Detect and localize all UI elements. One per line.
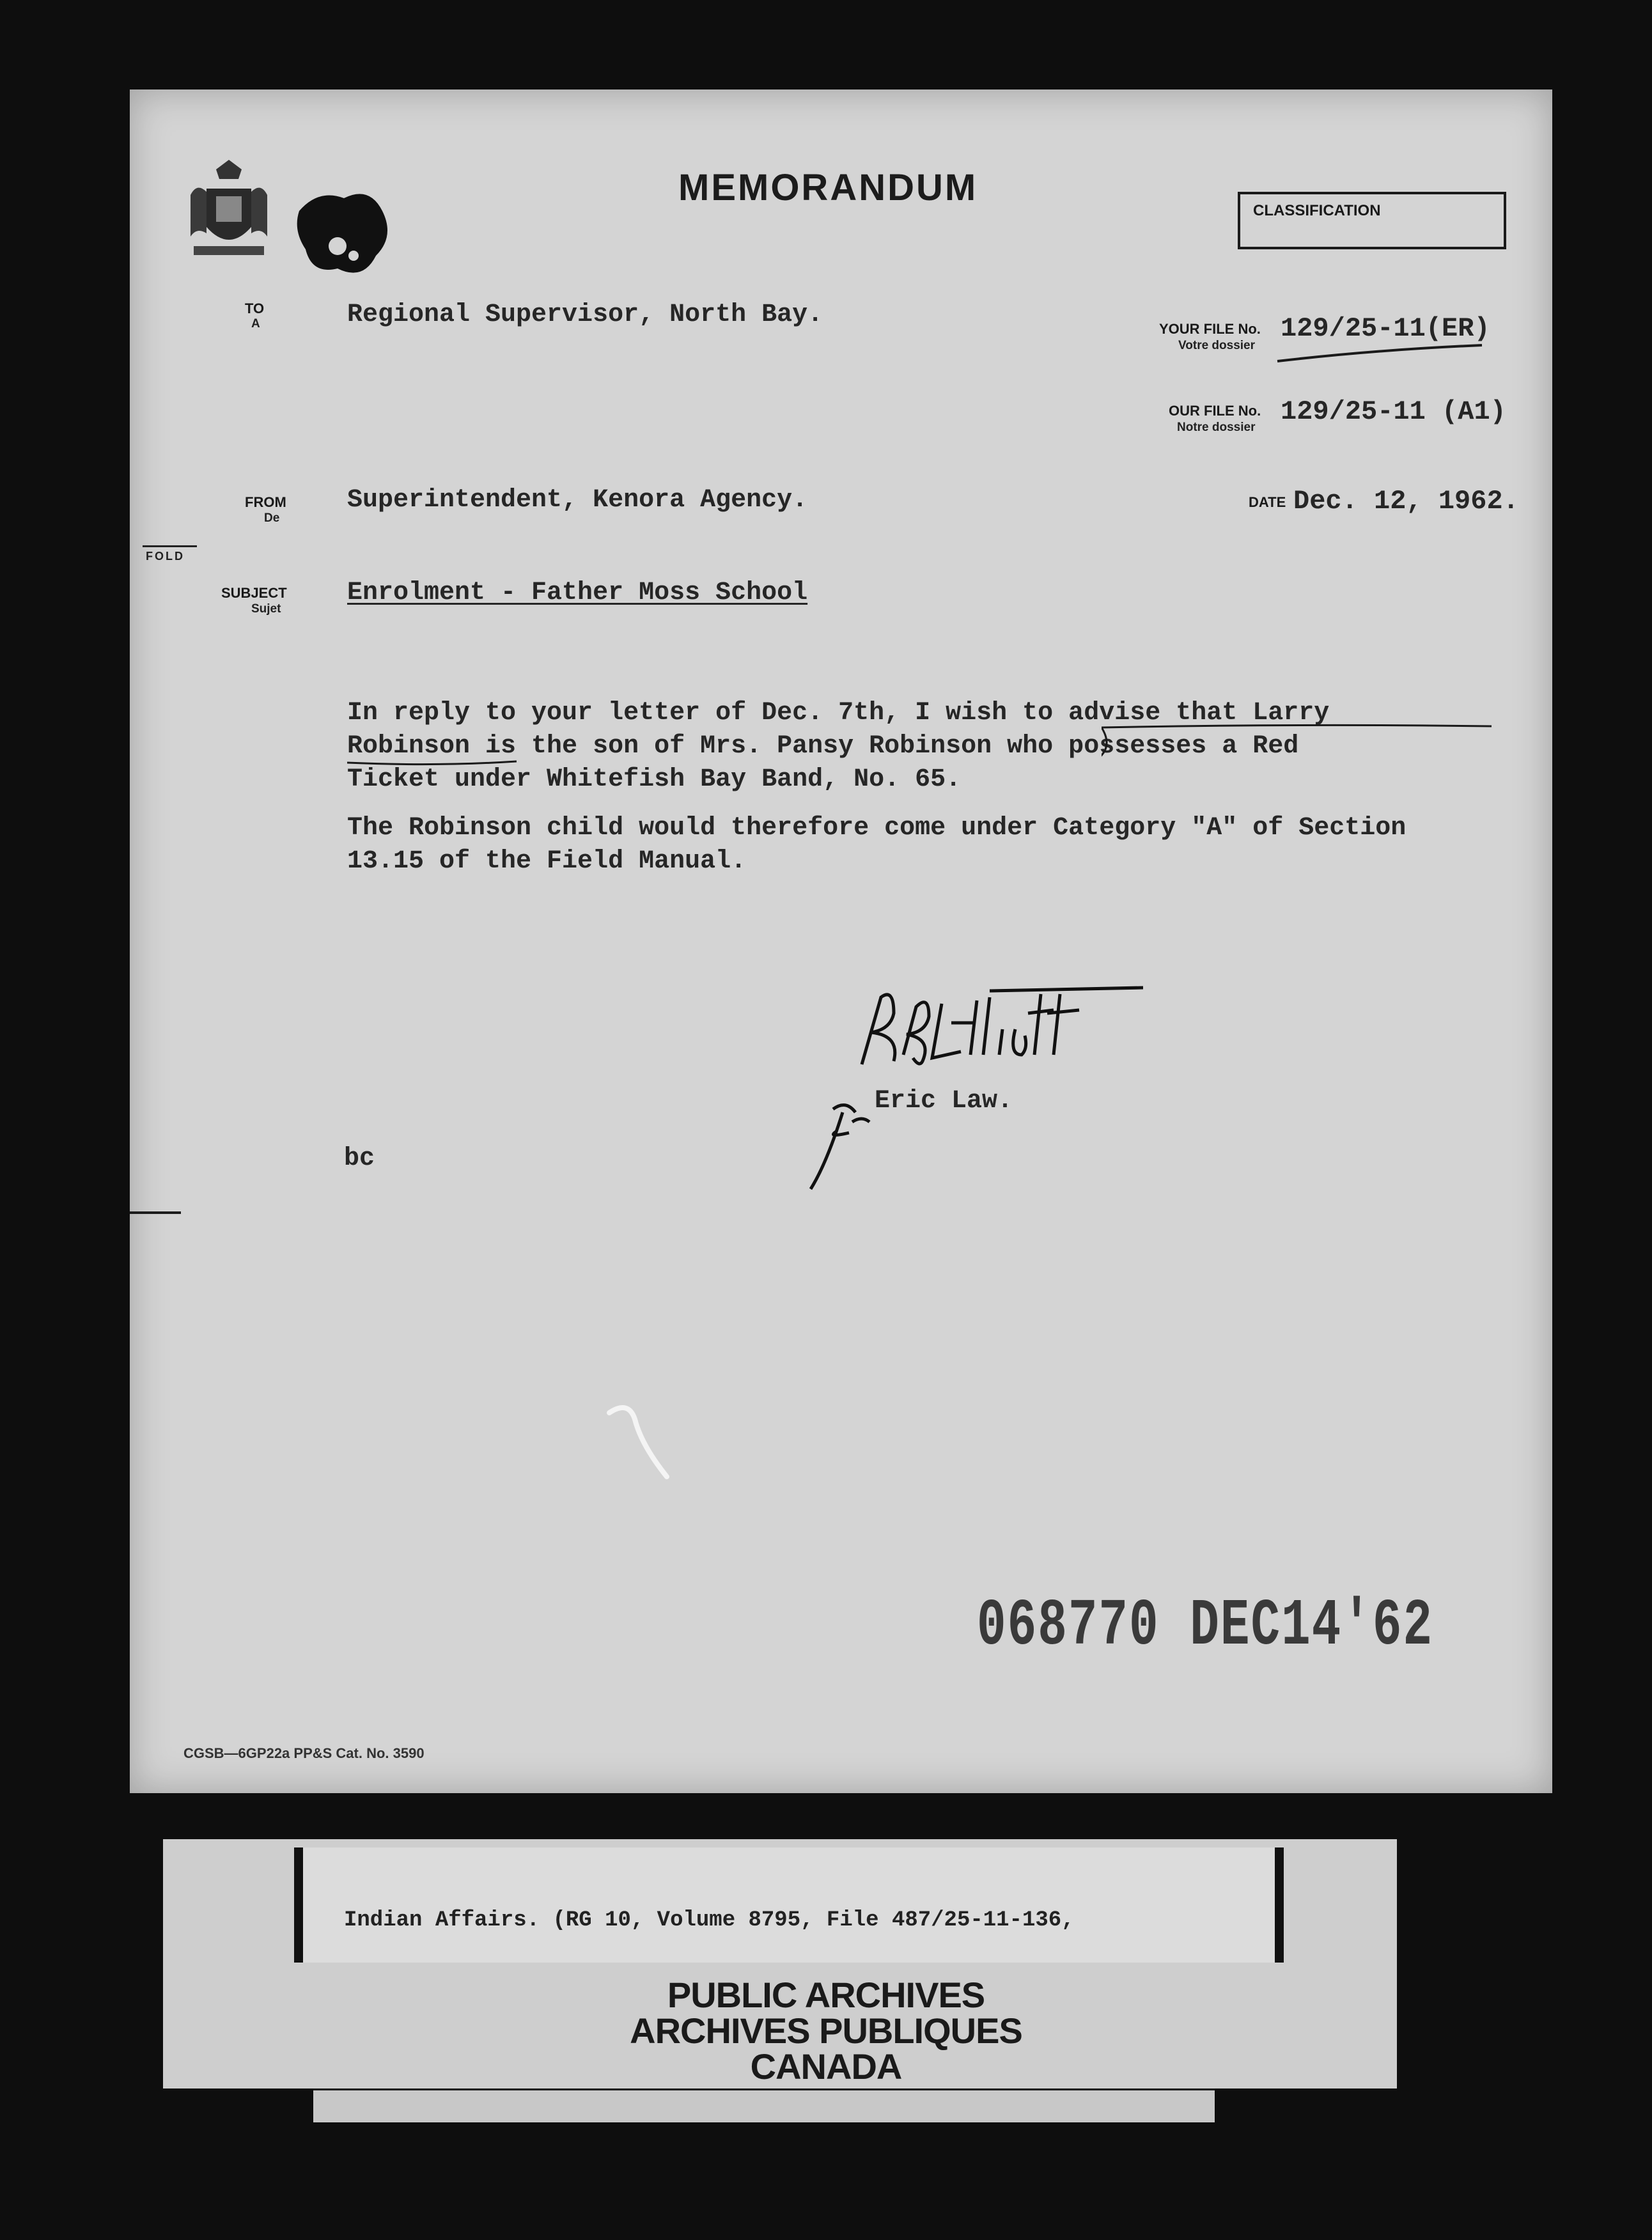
archives-line-3: CANADA xyxy=(750,2046,902,2087)
archive-reference-tab xyxy=(294,1847,1284,1963)
subject-value: Enrolment - Father Moss School xyxy=(347,579,808,607)
handwritten-underline xyxy=(1102,722,1498,767)
classification-label: CLASSIFICATION xyxy=(1253,202,1381,219)
from-value: Superintendent, Kenora Agency. xyxy=(347,486,808,515)
date-label: DATE xyxy=(1249,494,1286,510)
archives-line-1: PUBLIC ARCHIVES xyxy=(667,1975,985,2015)
archives-line-2: ARCHIVES PUBLIQUES xyxy=(630,2011,1022,2051)
from-label-fr: De xyxy=(264,511,280,525)
your-file-value: 129/25-11(ER) xyxy=(1281,313,1490,344)
coat-of-arms-icon xyxy=(184,157,274,265)
body-line: The Robinson child would therefore come under Category "A" of Section xyxy=(347,814,1407,843)
form-number: CGSB—6GP22a PP&S Cat. No. 3590 xyxy=(183,1745,425,1761)
our-file-label-fr: Notre dossier xyxy=(1177,421,1256,434)
memo-sheet xyxy=(130,89,1552,1793)
archive-reference: Indian Affairs. (RG 10, Volume 8795, File 487/25-11-136, xyxy=(344,1908,1075,1933)
to-value: Regional Supervisor, North Bay. xyxy=(347,300,823,329)
body-line: In reply to your letter of Dec. 7th, I wish to advise that Larry xyxy=(347,699,1330,727)
your-file-label-fr: Votre dossier xyxy=(1178,339,1256,352)
handwritten-underline xyxy=(347,758,526,770)
ink-stain xyxy=(293,185,395,281)
margin-dash xyxy=(130,1211,181,1214)
handwritten-underline xyxy=(1274,342,1485,368)
memo-title: MEMORANDUM xyxy=(678,167,978,208)
body-line: 13.15 of the Field Manual. xyxy=(347,847,747,876)
subject-label: SUBJECT xyxy=(221,585,287,601)
body-line: Ticket under Whitefish Bay Band, No. 65. xyxy=(347,765,962,794)
paper-scratch xyxy=(603,1400,673,1483)
from-label: FROM xyxy=(245,494,286,510)
fold-label: FOLD xyxy=(146,550,185,563)
date-value: Dec. 12, 1962. xyxy=(1293,486,1519,517)
label-bottom-band xyxy=(313,2090,1215,2122)
our-file-value: 129/25-11 (A1) xyxy=(1281,396,1506,427)
your-file-label: YOUR FILE No. xyxy=(1159,321,1261,337)
typist-initials: bc xyxy=(344,1144,375,1173)
received-date-stamp: 068770 DEC14'62 xyxy=(977,1589,1434,1664)
subject-label-fr: Sujet xyxy=(251,602,281,616)
signature-for-name: Eric Law. xyxy=(875,1087,1013,1116)
to-label: TO xyxy=(245,300,265,316)
memo-body-paragraph-2 xyxy=(347,812,1406,878)
classification-box xyxy=(1238,192,1506,249)
fold-line xyxy=(143,545,197,547)
our-file-label: OUR FILE No. xyxy=(1169,403,1261,419)
body-line: Robinson is the son of Mrs. Pansy Robinson who possesses a Red xyxy=(347,732,1299,761)
to-label-fr: A xyxy=(251,317,260,331)
